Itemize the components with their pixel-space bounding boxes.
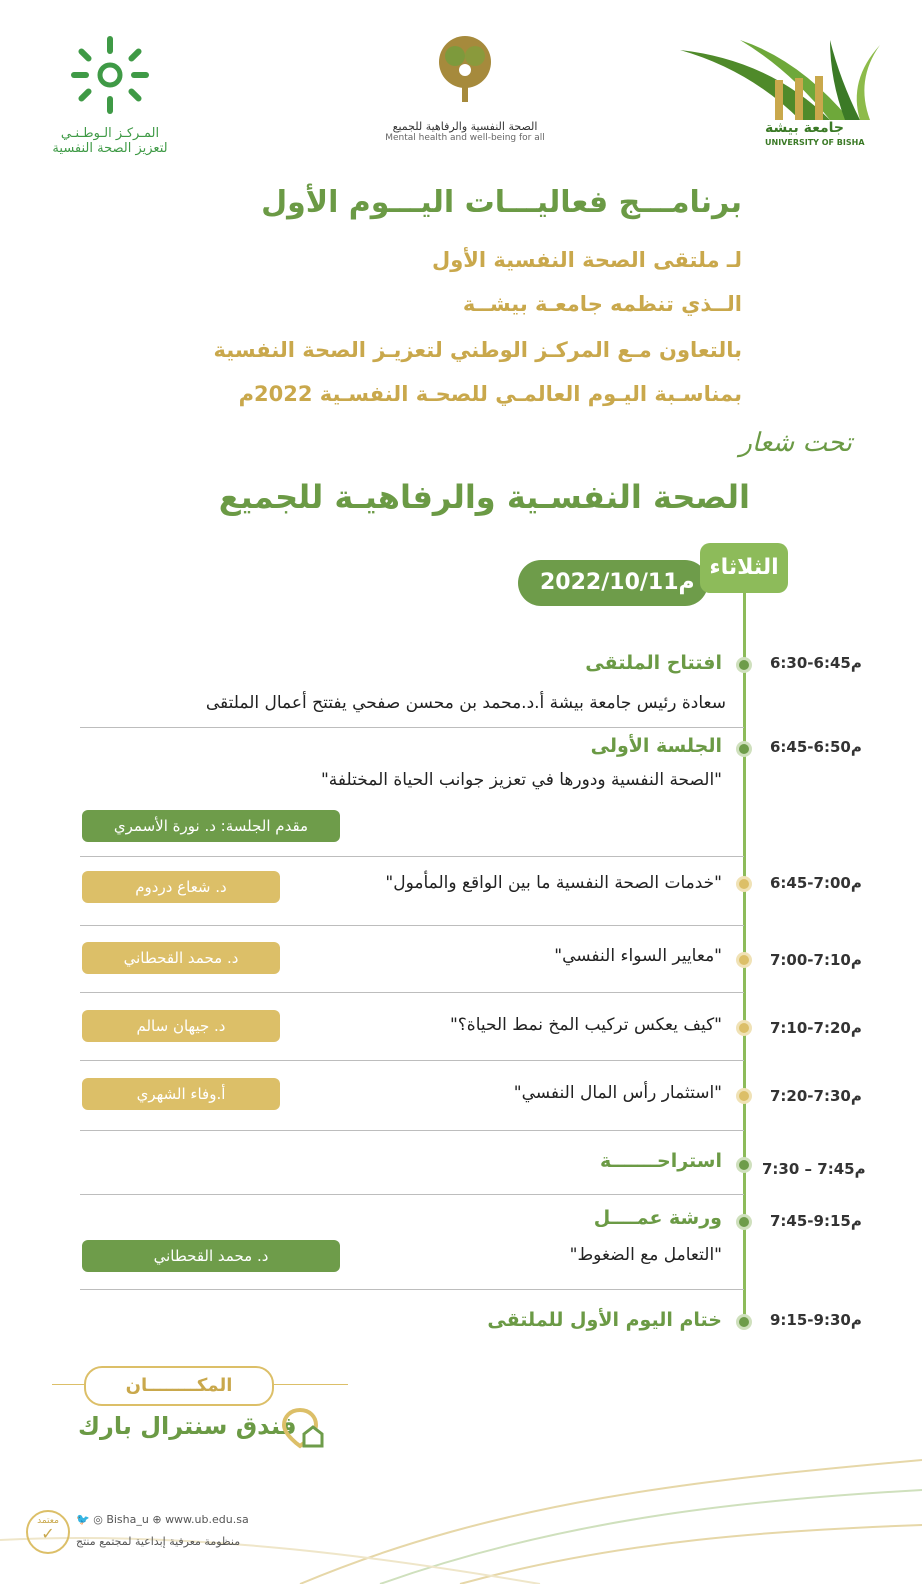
date-badge [518, 560, 708, 606]
session-text: "الصحة النفسية ودورها في تعزيز جوانب الحياة المختلفة" [320, 770, 722, 790]
time-slot: 6:45-6:50م [770, 738, 862, 756]
footer-tagline: منظومة معرفية إبداعية لمجتمع منتج [76, 1535, 241, 1548]
time-slot: 7:10-7:20م [770, 1019, 862, 1037]
mental-health-logo-ar: الصحة النفسية والرفاهية للجميع [392, 120, 538, 133]
presenter-pill: مقدم الجلسة: د. نورة الأسمري [82, 810, 340, 842]
timeline-dot [736, 741, 752, 757]
logos-header [0, 30, 922, 160]
workshop-title: ورشة عمــــل [593, 1207, 722, 1229]
badge-text: معتمد [37, 1516, 59, 1526]
brain-tree-icon [425, 30, 505, 110]
event-date: 2022/10/11م [540, 570, 695, 595]
session-text: سعادة رئيس جامعة بيشة أ.د.محمد بن محسن صفحي يفتتح أعمال الملتقى [205, 693, 726, 713]
instagram-icon: ◎ [93, 1513, 103, 1526]
university-name-en: UNIVERSITY OF BISHA [765, 138, 865, 147]
speaker-pill: د. محمد القحطاني [82, 1240, 340, 1272]
time-slot: 9:15-9:30م [770, 1311, 862, 1329]
divider [80, 856, 744, 857]
divider [80, 1130, 744, 1131]
time-slot: 6:30-6:45م [770, 654, 862, 672]
timeline-dot [736, 876, 752, 892]
university-name-ar: جامعة بيشة [765, 120, 844, 136]
website-link[interactable]: www.ub.edu.sa [165, 1513, 249, 1526]
header-line-2: الــذي تنظمه جامعـة بيشــة [462, 292, 742, 316]
program-title: برنامـــج فعاليـــات اليـــوم الأول [261, 185, 742, 220]
timeline-dot [736, 1157, 752, 1173]
timeline-dot [736, 1214, 752, 1230]
check-icon: ✓ [41, 1524, 55, 1543]
session-title: افتتاح الملتقى [585, 652, 722, 674]
session-text: "استثمار رأس المال النفسي" [513, 1083, 722, 1103]
twitter-handle[interactable]: Bisha_u [106, 1513, 149, 1526]
session-text: "التعامل مع الضغوط" [569, 1245, 722, 1265]
divider [80, 1289, 744, 1290]
divider [80, 1060, 744, 1061]
national-center-logo [50, 30, 170, 156]
time-slot: 7:45-9:15م [770, 1212, 862, 1230]
slogan: الصحة النفسـية والرفاهيـة للجميع [218, 478, 750, 516]
session-title: الجلسة الأولى [590, 735, 722, 757]
divider [80, 925, 744, 926]
session-text: "كيف يعكس تركيب المخ نمط الحياة؟" [449, 1015, 722, 1035]
session-text: "معايير السواء النفسي" [554, 946, 722, 966]
university-logo [680, 40, 880, 147]
divider [80, 1194, 744, 1195]
time-slot: 6:45-7:00م [770, 874, 862, 892]
slogan-label: تحت شعار [739, 428, 852, 458]
timeline-dot [736, 1020, 752, 1036]
accreditation-badge [26, 1510, 70, 1554]
speaker-pill: د. جيهان سالم [82, 1010, 280, 1042]
timeline-dot [736, 1314, 752, 1330]
star-logo-icon [65, 30, 155, 120]
timeline-dot [736, 1088, 752, 1104]
time-slot: 7:20-7:30م [770, 1087, 862, 1105]
twitter-icon: 🐦 [76, 1513, 90, 1526]
closing-title: ختام اليوم الأول للملتقى [487, 1309, 722, 1331]
mental-health-logo-en: Mental health and well-being for all [385, 133, 545, 143]
divider [80, 992, 744, 993]
globe-icon: ⊕ [152, 1513, 162, 1526]
venue-label: المكــــــــان [84, 1366, 274, 1406]
event-day: الثلاثاء [700, 543, 788, 593]
header-line-1: لـ ملتقى الصحة النفسية الأول [431, 248, 742, 272]
national-center-line2: لتعزيز الصحة النفسية [52, 141, 168, 156]
break-title: استراحـــــــة [600, 1150, 722, 1172]
venue-name: فندق سنترال بارك [78, 1412, 297, 1440]
mental-health-logo [380, 30, 550, 143]
speaker-pill: أ.وفاء الشهري [82, 1078, 280, 1110]
divider [80, 727, 744, 728]
time-slot: 7:30 – 7:45م [762, 1160, 866, 1178]
time-slot: 7:00-7:10م [770, 951, 862, 969]
header-line-3: بالتعاون مـع المركـز الوطني لتعزيـز الصحة النفسية [213, 338, 742, 362]
session-text: "خدمات الصحة النفسية ما بين الواقع والمأمول" [385, 873, 722, 893]
speaker-pill: د. شعاع دردوم [82, 871, 280, 903]
header-line-4: بمناسـبة اليـوم العالمـي للصحـة النفسـية 2022م [238, 382, 742, 406]
timeline-dot [736, 657, 752, 673]
speaker-pill: د. محمد القحطاني [82, 942, 280, 974]
footer-social [76, 1513, 249, 1526]
footer-waves [0, 1440, 922, 1584]
palm-leaves-icon [680, 40, 880, 120]
national-center-line1: المـركـز الـوطـنـي [60, 126, 160, 141]
timeline-dot [736, 952, 752, 968]
